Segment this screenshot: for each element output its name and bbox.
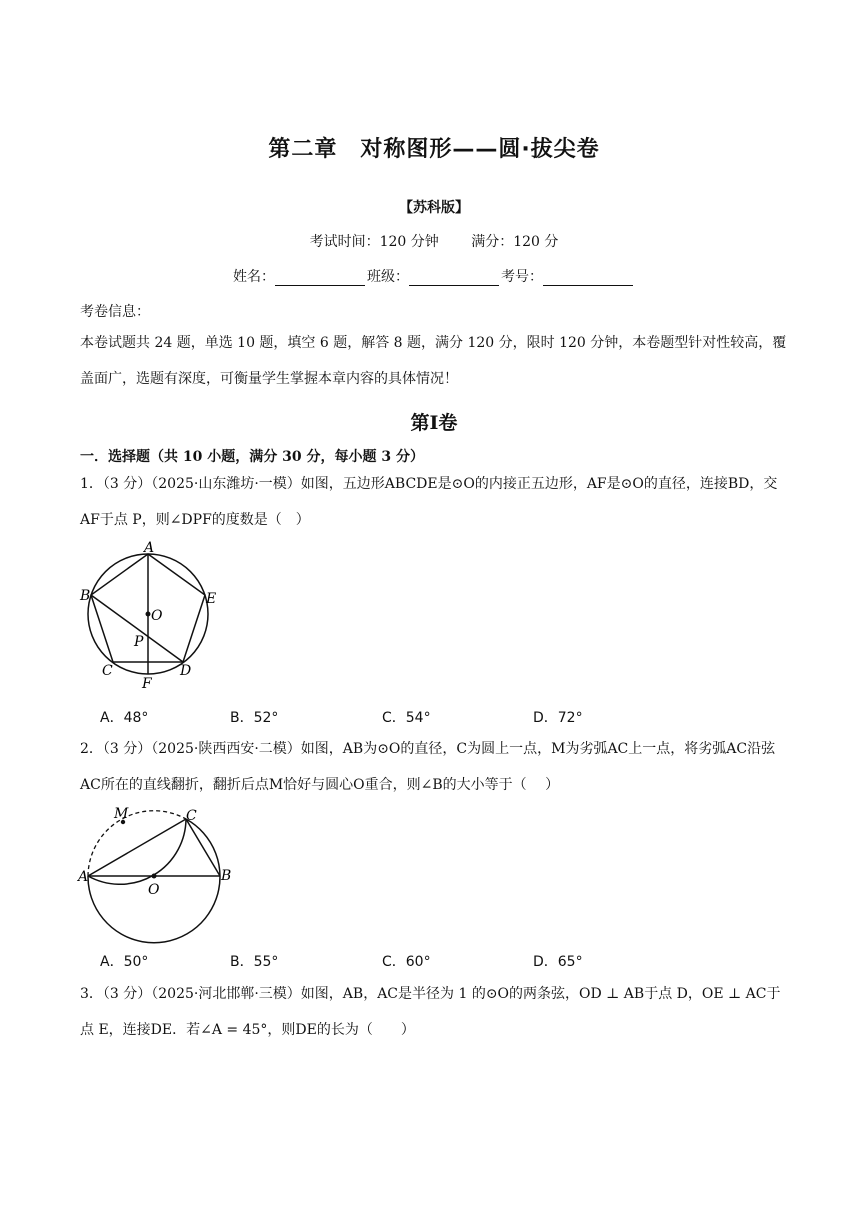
q1-option-c[interactable]: C．54° [382,710,431,726]
q1-option-d[interactable]: D．72° [533,710,583,726]
q1-option-b[interactable]: B．52° [230,710,279,726]
q2-option-d[interactable]: D．65° [533,954,583,970]
fig2-label-a: A [78,869,89,885]
student-fields [0,266,868,286]
fig1-label-b: B [80,588,91,604]
fig1-label-d: D [180,663,192,679]
fig1-label-p: P [134,634,144,650]
q1-option-a[interactable]: A．48° [100,710,149,726]
fig1-label-c: C [102,663,113,679]
page-title: 第二章 对称图形——圆·拔尖卷 [268,137,600,162]
class-label: 班级： [367,269,409,285]
q2-option-c[interactable]: C．60° [382,954,431,970]
class-blank[interactable] [409,271,499,286]
edition-label: 【苏科版】 [399,200,469,216]
name-label: 姓名： [233,269,275,285]
fig2-label-o: O [148,882,160,898]
q2-option-b[interactable]: B．55° [230,954,279,970]
question-1-text: 1．（3 分）（2025·山东潍坊·一模）如图，五边形ABCDE是⊙O的内接正五边形，AF是⊙O的直径，连接BD，交AF于点 P，则∠DPF的度数是（ ） [80,476,778,528]
fig1-label-o: O [151,608,163,624]
question-3-text: 3．（3 分）（2025·河北邯郸·三模）如图，AB，AC是半径为 1 的⊙O的两条弦，OD ⊥ AB于点 D，OE ⊥ AC于点 E，连接DE．若∠A = 45°，则DE的长为（ ） [80,986,781,1038]
info-label: 考卷信息： [80,304,150,320]
question-2-figure [76,798,236,946]
exam-time: 考试时间：120 分钟 [309,234,439,250]
fig2-label-b: B [221,868,232,884]
number-blank[interactable] [543,271,633,286]
question-1-figure [76,540,226,692]
fig1-label-f: F [142,676,152,692]
info-text: 本卷试题共 24 题，单选 10 题，填空 6 题，解答 8 题，满分 120 分，限时 120 分钟，本卷题型针对性较高，覆盖面广，选题有深度，可衡量学生掌握本章内容的具体情况！ [80,335,787,387]
fig1-label-a: A [144,540,155,556]
number-label: 考号： [501,269,543,285]
full-score: 满分：120 分 [471,234,559,250]
question-2-text: 2．（3 分）（2025·陕西西安·二模）如图，AB为⊙O的直径，C为圆上一点，M为劣弧AC上一点，将劣弧AC沿弦AC所在的直线翻折，翻折后点M恰好与圆心O重合，则∠B的大小等于（ ） [80,741,776,793]
q2-option-a[interactable]: A．50° [100,954,149,970]
fig1-label-e: E [206,591,217,607]
exam-meta [0,231,868,251]
name-blank[interactable] [275,271,365,286]
part1-heading: 一．选择题（共 10 小题，满分 30 分，每小题 3 分） [80,449,424,465]
fig2-label-m: M [114,806,129,822]
section-title: 第Ⅰ卷 [410,412,458,434]
fig2-label-c: C [186,808,197,824]
